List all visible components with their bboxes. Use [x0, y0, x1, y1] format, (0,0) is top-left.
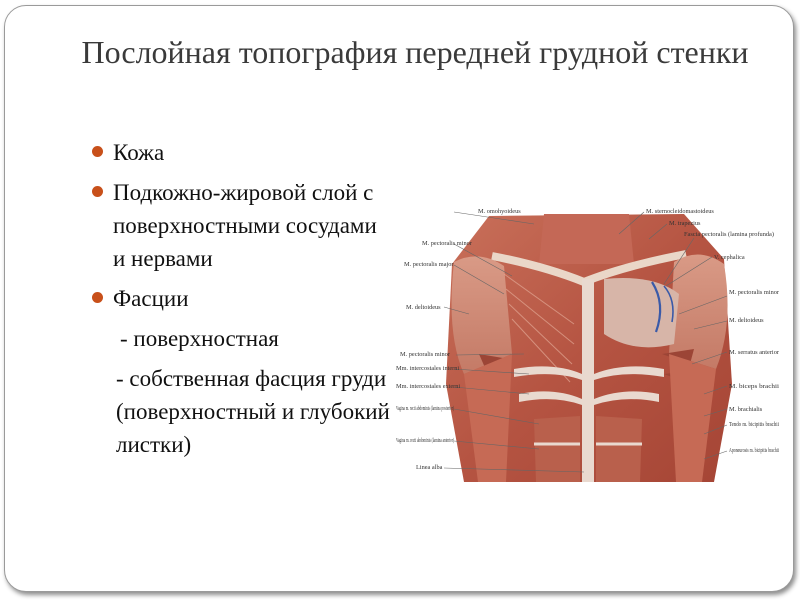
label-intercostales-externi: Mm. intercostales externi	[396, 383, 461, 390]
bullet-item-fascia: Фасции	[92, 282, 392, 315]
label-linea-alba: Linea alba	[416, 464, 443, 471]
label-sternocleidomastoideus: M. sternocleidomastoideus	[646, 208, 714, 215]
label-pectoralis-minor-right: M. pectoralis minor	[729, 289, 780, 296]
sub-item-own-fascia: - собственная фасция груди (поверхностный и глубокий листки)	[116, 366, 390, 457]
chest-muscles-illustration	[394, 204, 782, 482]
label-pectoralis-minor-2: M. pectoralis minor	[400, 351, 450, 358]
bullet-list	[92, 136, 392, 461]
label-pectoralis-major: M. pectoralis major	[404, 261, 454, 268]
label-aponeurosis-bicipitis: Aponeurosis m. bicipitis brachii	[729, 447, 780, 454]
label-brachialis: M. brachialis	[729, 406, 763, 413]
label-vagina-posterior: Vagina m. recti abdominis (lamina posterior)	[396, 405, 454, 412]
bullet-item-subcutaneous: Подкожно-жировой слой с поверхностными сосудами и нервами	[92, 176, 392, 275]
label-vagina-anterior: Vagina m. recti abdominis (lamina anterior)	[396, 437, 454, 444]
label-trapezius: M. trapezius	[669, 220, 701, 227]
label-tendo-bicipitis: Tendo m. bicipitis brachii	[729, 421, 780, 428]
label-serratus-anterior: M. serratus anterior	[729, 349, 780, 356]
label-deltoideus-right: M. deltoideus	[729, 317, 764, 324]
label-v-cephalica: V. cephalica	[714, 254, 745, 261]
label-biceps-brachii: M. biceps brachii	[729, 383, 780, 390]
sub-item-superficial: - поверхностная	[120, 326, 279, 351]
label-omohyoideus: M. omohyoideus	[478, 208, 521, 215]
label-deltoideus-left: M. deltoideus	[406, 304, 441, 311]
label-intercostales-interni: Mm. intercostales interni	[396, 365, 460, 372]
slide-title: Послойная топография передней грудной стенки	[81, 34, 749, 70]
label-fascia-pectoralis: Fascia pectoralis (lamina profunda)	[684, 231, 774, 238]
bullet-item-skin: Кожа	[92, 136, 392, 169]
label-pectoralis-minor: M. pectoralis minor	[422, 240, 472, 247]
